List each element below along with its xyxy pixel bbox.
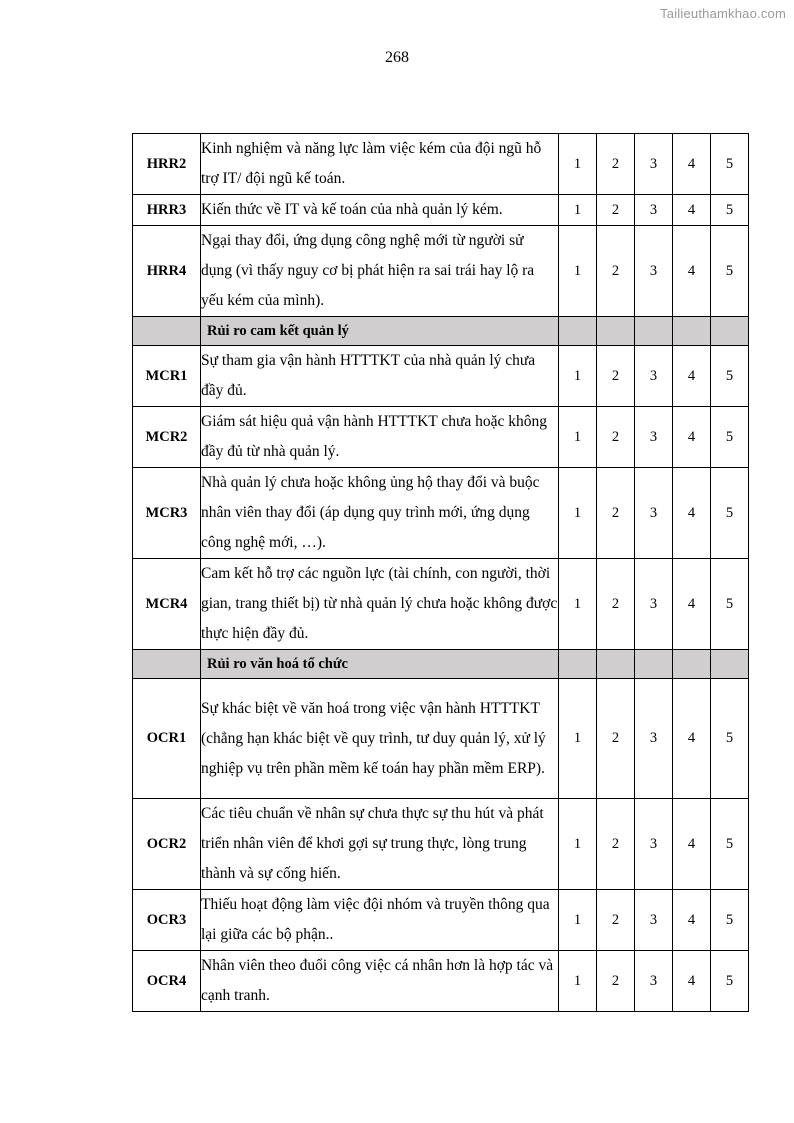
item-row — [133, 346, 749, 407]
survey-table — [132, 133, 749, 1012]
likert-score-1: 1 — [559, 226, 597, 317]
likert-score-5: 5 — [711, 890, 749, 951]
item-description: Ngại thay đổi, ứng dụng công nghệ mới từ người sử dụng (vì thấy nguy cơ bị phát hiện ra sai trái hay lộ ra yếu kém của mình). — [201, 226, 559, 317]
likert-score-4: 4 — [673, 226, 711, 317]
likert-score-1: 1 — [559, 890, 597, 951]
likert-score-3: 3 — [635, 951, 673, 1012]
section-code-cell — [133, 650, 201, 679]
likert-score-5: 5 — [711, 951, 749, 1012]
likert-score-5: 5 — [711, 559, 749, 650]
section-code-cell — [133, 317, 201, 346]
likert-score-2: 2 — [597, 559, 635, 650]
likert-score-3: 3 — [635, 407, 673, 468]
likert-score-4: 4 — [673, 195, 711, 226]
likert-score-2: 2 — [597, 134, 635, 195]
likert-score-2: 2 — [597, 679, 635, 799]
likert-score-5: 5 — [711, 799, 749, 890]
item-description: Nhà quản lý chưa hoặc không ủng hộ thay đổi và buộc nhân viên thay đổi (áp dụng quy trình mới, ứng dụng công nghệ mới, …). — [201, 468, 559, 559]
item-description: Các tiêu chuẩn về nhân sự chưa thực sự thu hút và phát triển nhân viên để khơi gợi sự trung thực, lòng trung thành và sự cống hiến. — [201, 799, 559, 890]
section-title: Rủi ro văn hoá tổ chức — [201, 650, 559, 679]
likert-score-5: 5 — [711, 346, 749, 407]
item-code: OCR2 — [133, 799, 201, 890]
likert-score-1: 1 — [559, 195, 597, 226]
likert-score-3: 3 — [635, 195, 673, 226]
item-row — [133, 407, 749, 468]
section-score-cell — [597, 317, 635, 346]
likert-score-4: 4 — [673, 134, 711, 195]
likert-score-1: 1 — [559, 346, 597, 407]
item-description: Sự khác biệt về văn hoá trong việc vận hành HTTTKT (chẳng hạn khác biệt về quy trình, tư duy quản lý, xử lý nghiệp vụ trên phần mềm kế toán hay phần mềm ERP). — [201, 679, 559, 799]
likert-score-3: 3 — [635, 799, 673, 890]
likert-score-4: 4 — [673, 679, 711, 799]
item-code: OCR3 — [133, 890, 201, 951]
likert-score-3: 3 — [635, 346, 673, 407]
likert-score-4: 4 — [673, 407, 711, 468]
likert-score-2: 2 — [597, 799, 635, 890]
item-row — [133, 559, 749, 650]
item-description: Cam kết hỗ trợ các nguồn lực (tài chính, con người, thời gian, trang thiết bị) từ nhà quản lý chưa hoặc không được thực hiện đầy đủ. — [201, 559, 559, 650]
item-row — [133, 468, 749, 559]
item-code: HRR3 — [133, 195, 201, 226]
item-code: OCR4 — [133, 951, 201, 1012]
likert-score-1: 1 — [559, 679, 597, 799]
likert-score-4: 4 — [673, 346, 711, 407]
likert-score-1: 1 — [559, 951, 597, 1012]
likert-score-3: 3 — [635, 226, 673, 317]
item-description: Thiếu hoạt động làm việc đội nhóm và truyền thông qua lại giữa các bộ phận.. — [201, 890, 559, 951]
item-code: OCR1 — [133, 679, 201, 799]
likert-score-5: 5 — [711, 134, 749, 195]
likert-score-3: 3 — [635, 468, 673, 559]
likert-score-3: 3 — [635, 559, 673, 650]
section-score-cell — [597, 650, 635, 679]
likert-score-3: 3 — [635, 890, 673, 951]
section-score-cell — [559, 317, 597, 346]
likert-score-4: 4 — [673, 468, 711, 559]
item-row — [133, 226, 749, 317]
likert-score-2: 2 — [597, 226, 635, 317]
item-description: Kiến thức về IT và kế toán của nhà quản lý kém. — [201, 195, 559, 226]
item-description: Sự tham gia vận hành HTTTKT của nhà quản lý chưa đầy đủ. — [201, 346, 559, 407]
item-row — [133, 890, 749, 951]
likert-score-2: 2 — [597, 346, 635, 407]
likert-score-1: 1 — [559, 468, 597, 559]
likert-score-1: 1 — [559, 799, 597, 890]
likert-score-3: 3 — [635, 679, 673, 799]
likert-score-2: 2 — [597, 407, 635, 468]
page-number: 268 — [385, 49, 409, 66]
section-score-cell — [711, 317, 749, 346]
section-score-cell — [635, 317, 673, 346]
likert-score-1: 1 — [559, 559, 597, 650]
watermark-text: Tailieuthamkhao.com — [660, 6, 786, 21]
item-code: MCR2 — [133, 407, 201, 468]
section-title: Rủi ro cam kết quản lý — [201, 317, 559, 346]
item-code: HRR2 — [133, 134, 201, 195]
item-code: MCR3 — [133, 468, 201, 559]
likert-score-2: 2 — [597, 468, 635, 559]
section-score-cell — [673, 317, 711, 346]
likert-score-5: 5 — [711, 195, 749, 226]
likert-score-5: 5 — [711, 679, 749, 799]
item-row — [133, 799, 749, 890]
likert-score-1: 1 — [559, 407, 597, 468]
likert-score-4: 4 — [673, 559, 711, 650]
likert-score-5: 5 — [711, 226, 749, 317]
item-description: Giám sát hiệu quả vận hành HTTTKT chưa hoặc không đầy đủ từ nhà quản lý. — [201, 407, 559, 468]
item-code: HRR4 — [133, 226, 201, 317]
section-header-row — [133, 317, 749, 346]
item-description: Kinh nghiệm và năng lực làm việc kém của đội ngũ hỗ trợ IT/ đội ngũ kế toán. — [201, 134, 559, 195]
likert-score-1: 1 — [559, 134, 597, 195]
likert-score-5: 5 — [711, 468, 749, 559]
likert-score-5: 5 — [711, 407, 749, 468]
section-score-cell — [559, 650, 597, 679]
likert-score-4: 4 — [673, 951, 711, 1012]
item-row — [133, 951, 749, 1012]
likert-score-4: 4 — [673, 890, 711, 951]
item-row — [133, 195, 749, 226]
item-row — [133, 679, 749, 799]
likert-score-2: 2 — [597, 195, 635, 226]
item-description: Nhân viên theo đuổi công việc cá nhân hơn là hợp tác và cạnh tranh. — [201, 951, 559, 1012]
section-score-cell — [635, 650, 673, 679]
item-code: MCR4 — [133, 559, 201, 650]
section-score-cell — [711, 650, 749, 679]
section-header-row — [133, 650, 749, 679]
section-score-cell — [673, 650, 711, 679]
likert-score-2: 2 — [597, 890, 635, 951]
likert-score-4: 4 — [673, 799, 711, 890]
likert-score-2: 2 — [597, 951, 635, 1012]
item-row — [133, 134, 749, 195]
likert-score-3: 3 — [635, 134, 673, 195]
item-code: MCR1 — [133, 346, 201, 407]
